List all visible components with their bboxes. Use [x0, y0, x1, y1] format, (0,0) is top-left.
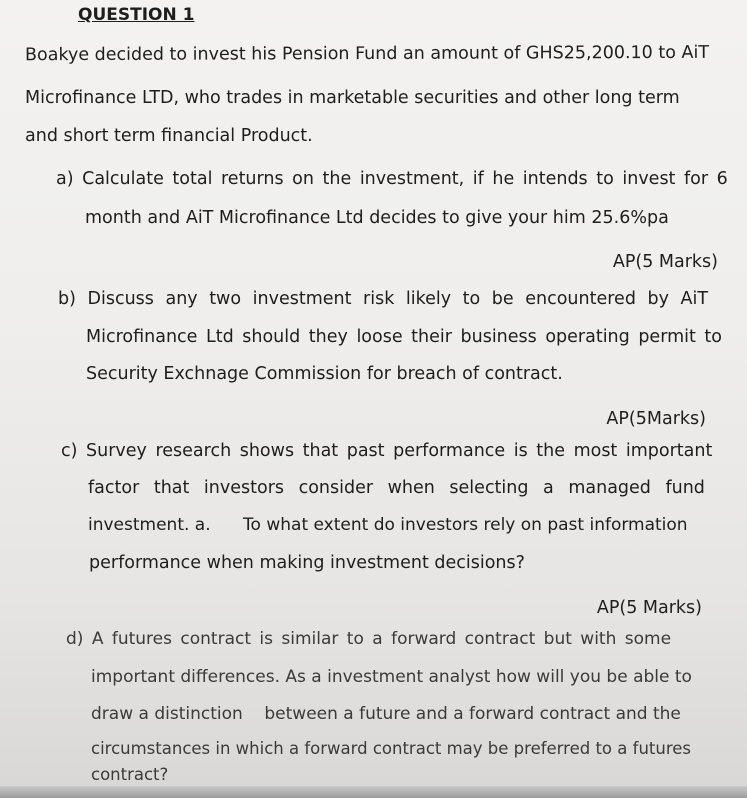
question-c-line-2: factor that investors consider when selecting a managed fund — [88, 478, 705, 498]
question-a-line-2: month and AiT Microfinance Ltd decides to give your him 25.6%pa — [85, 208, 669, 228]
question-a-marks: AP(5 Marks) — [612, 252, 718, 272]
question-b-line-1: b) Discuss any two investment risk likely to be encountered by AiT — [58, 289, 709, 309]
page-title: QUESTION 1 — [78, 5, 195, 25]
intro-line-1: Boakye decided to invest his Pension Fund an amount of GHS25,200.10 to AiT — [24, 42, 710, 66]
question-a-line-1: a) Calculate total returns on the investment, if he intends to invest for 6 — [56, 169, 728, 189]
question-b-line-3: Security Exchnage Commission for breach of contract. — [86, 364, 563, 384]
question-c-line-4: performance when making investment decisions? — [89, 553, 525, 573]
question-b-line-2: Microfinance Ltd should they loose their business operating permit to — [86, 327, 722, 347]
question-c-line-3: investment. a. To what extent do investors rely on past information — [88, 515, 688, 535]
question-d-line-2: important differences. As a investment analyst how will you be able to — [91, 667, 692, 687]
question-d-line-1: d) A futures contract is similar to a forward contract but with some — [66, 629, 672, 649]
intro-line-3: and short term financial Product. — [25, 126, 313, 146]
question-d-line-4: circumstances in which a forward contract may be preferred to a futures — [91, 739, 691, 758]
question-d-line-5: contract? — [91, 765, 169, 784]
question-d-line-3: draw a distinction between a future and a forward contract and the — [91, 704, 681, 724]
question-b-marks: AP(5Marks) — [606, 409, 706, 429]
screen-bottom-edge — [0, 786, 747, 798]
intro-line-2: Microfinance LTD, who trades in marketable securities and other long term — [25, 88, 680, 108]
question-c-line-1: c) Survey research shows that past performance is the most important — [61, 441, 713, 461]
question-c-marks: AP(5 Marks) — [596, 598, 702, 618]
